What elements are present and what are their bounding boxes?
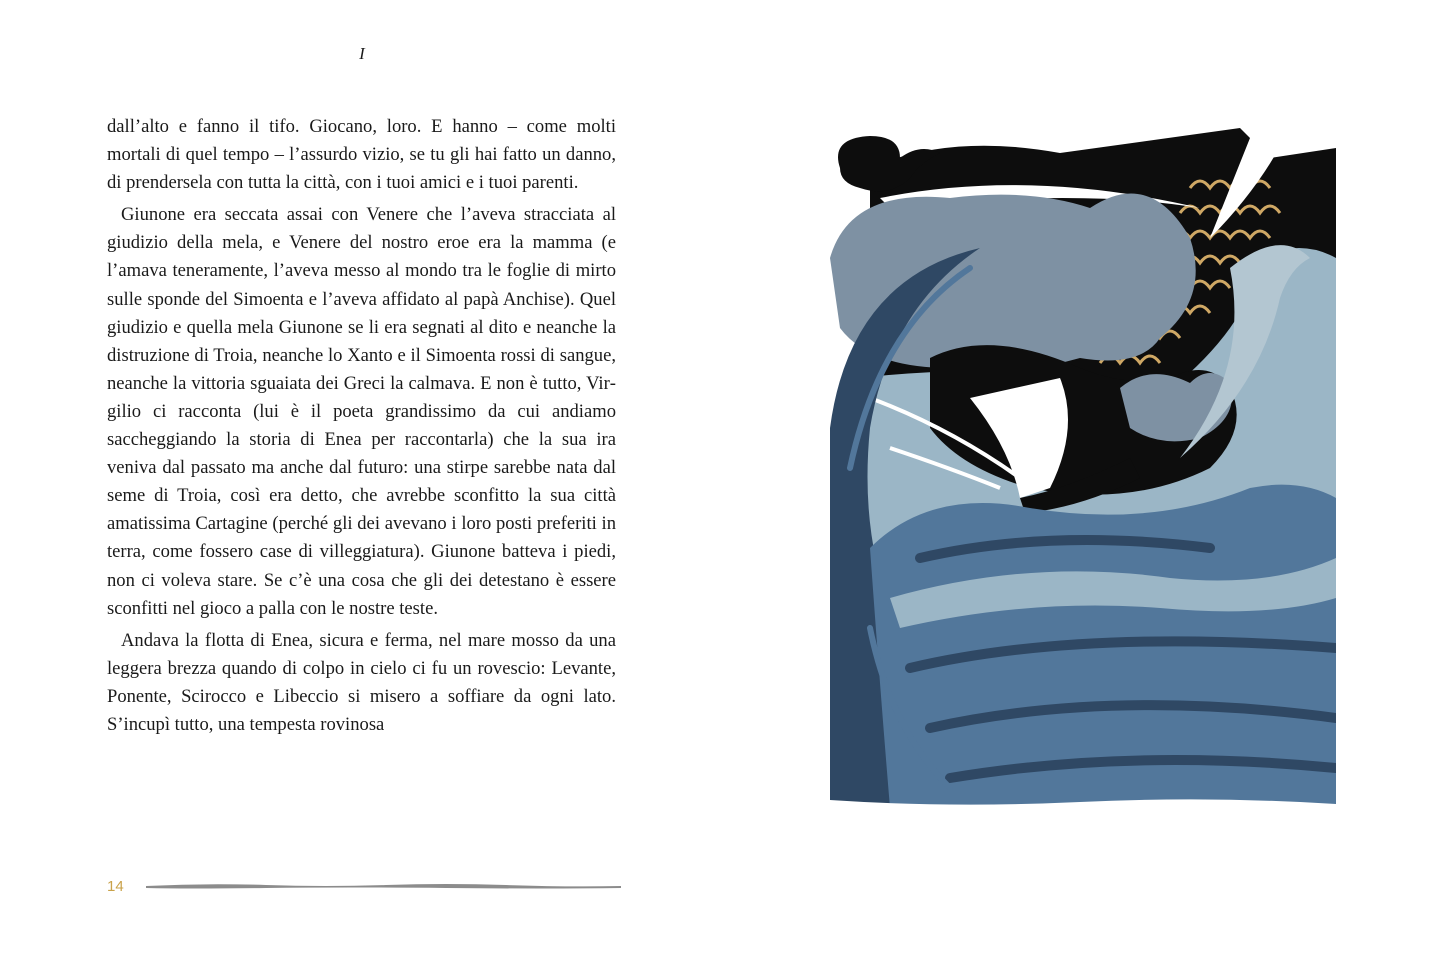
stormy-sea-ship-illustration [830,128,1336,808]
left-page [0,0,722,970]
page-number: 14 [107,878,124,895]
body-text [107,113,616,739]
footer-rule [146,880,621,892]
right-page [722,0,1445,970]
paragraph-1: dall’alto e fanno il tifo. Giocano, loro. E hanno – come molti mortali di quel tempo – l’assurdo vizio, se tu gli hai fatto un danno, di prendersela con tutta la città, con i tuoi amici e i tuoi parenti. [107,116,616,194]
paragraph-2: Giunone era seccata assai con Venere che l’aveva stracciata al giudizio della mela, e Venere del nostro eroe era la mamma (e l’amava teneramente, l’aveva messo al mondo tra le foglie di mirto sulle sponde del Simoenta e l’aveva affidato al papà Anchise). Quel giudizio e quella mela Giunone se li era segnati al dito e neanche la distruzione di Troia, neanche lo Xanto e il Simoenta rossi di sangue, neanche la vittoria sguaiata dei Greci la calmava. E non è tutto, Virgilio ci racconta (lui è il poeta grandissimo da cui andiamo saccheggiando la storia di Enea per raccontarla) che la sua ira veniva dal passato ma anche dal futuro: una stirpe sarebbe nata dal seme di Troia, così era detto, che avrebbe sconfitto la sua città amatissima Cartagine (perché gli dei avevano i loro posti preferiti in terra, come fossero case di villeggiatura). Giunone batteva i piedi, non ci voleva stare. Se c’è una cosa che gli dei detestano è essere sconfitti nel gioco a palla con le nostre teste. [107,204,616,619]
chapter-mark: I [359,44,365,63]
paragraph-3: Andava la flotta di Enea, sicura e ferma, nel mare mosso da una leggera brezza quando di colpo in cielo ci fu un rovescio: Levante, Ponente, Scirocco e Libeccio si misero a soffiare da ogni lato. S’incupì tutto, una tempesta rovinosa [107,629,616,735]
